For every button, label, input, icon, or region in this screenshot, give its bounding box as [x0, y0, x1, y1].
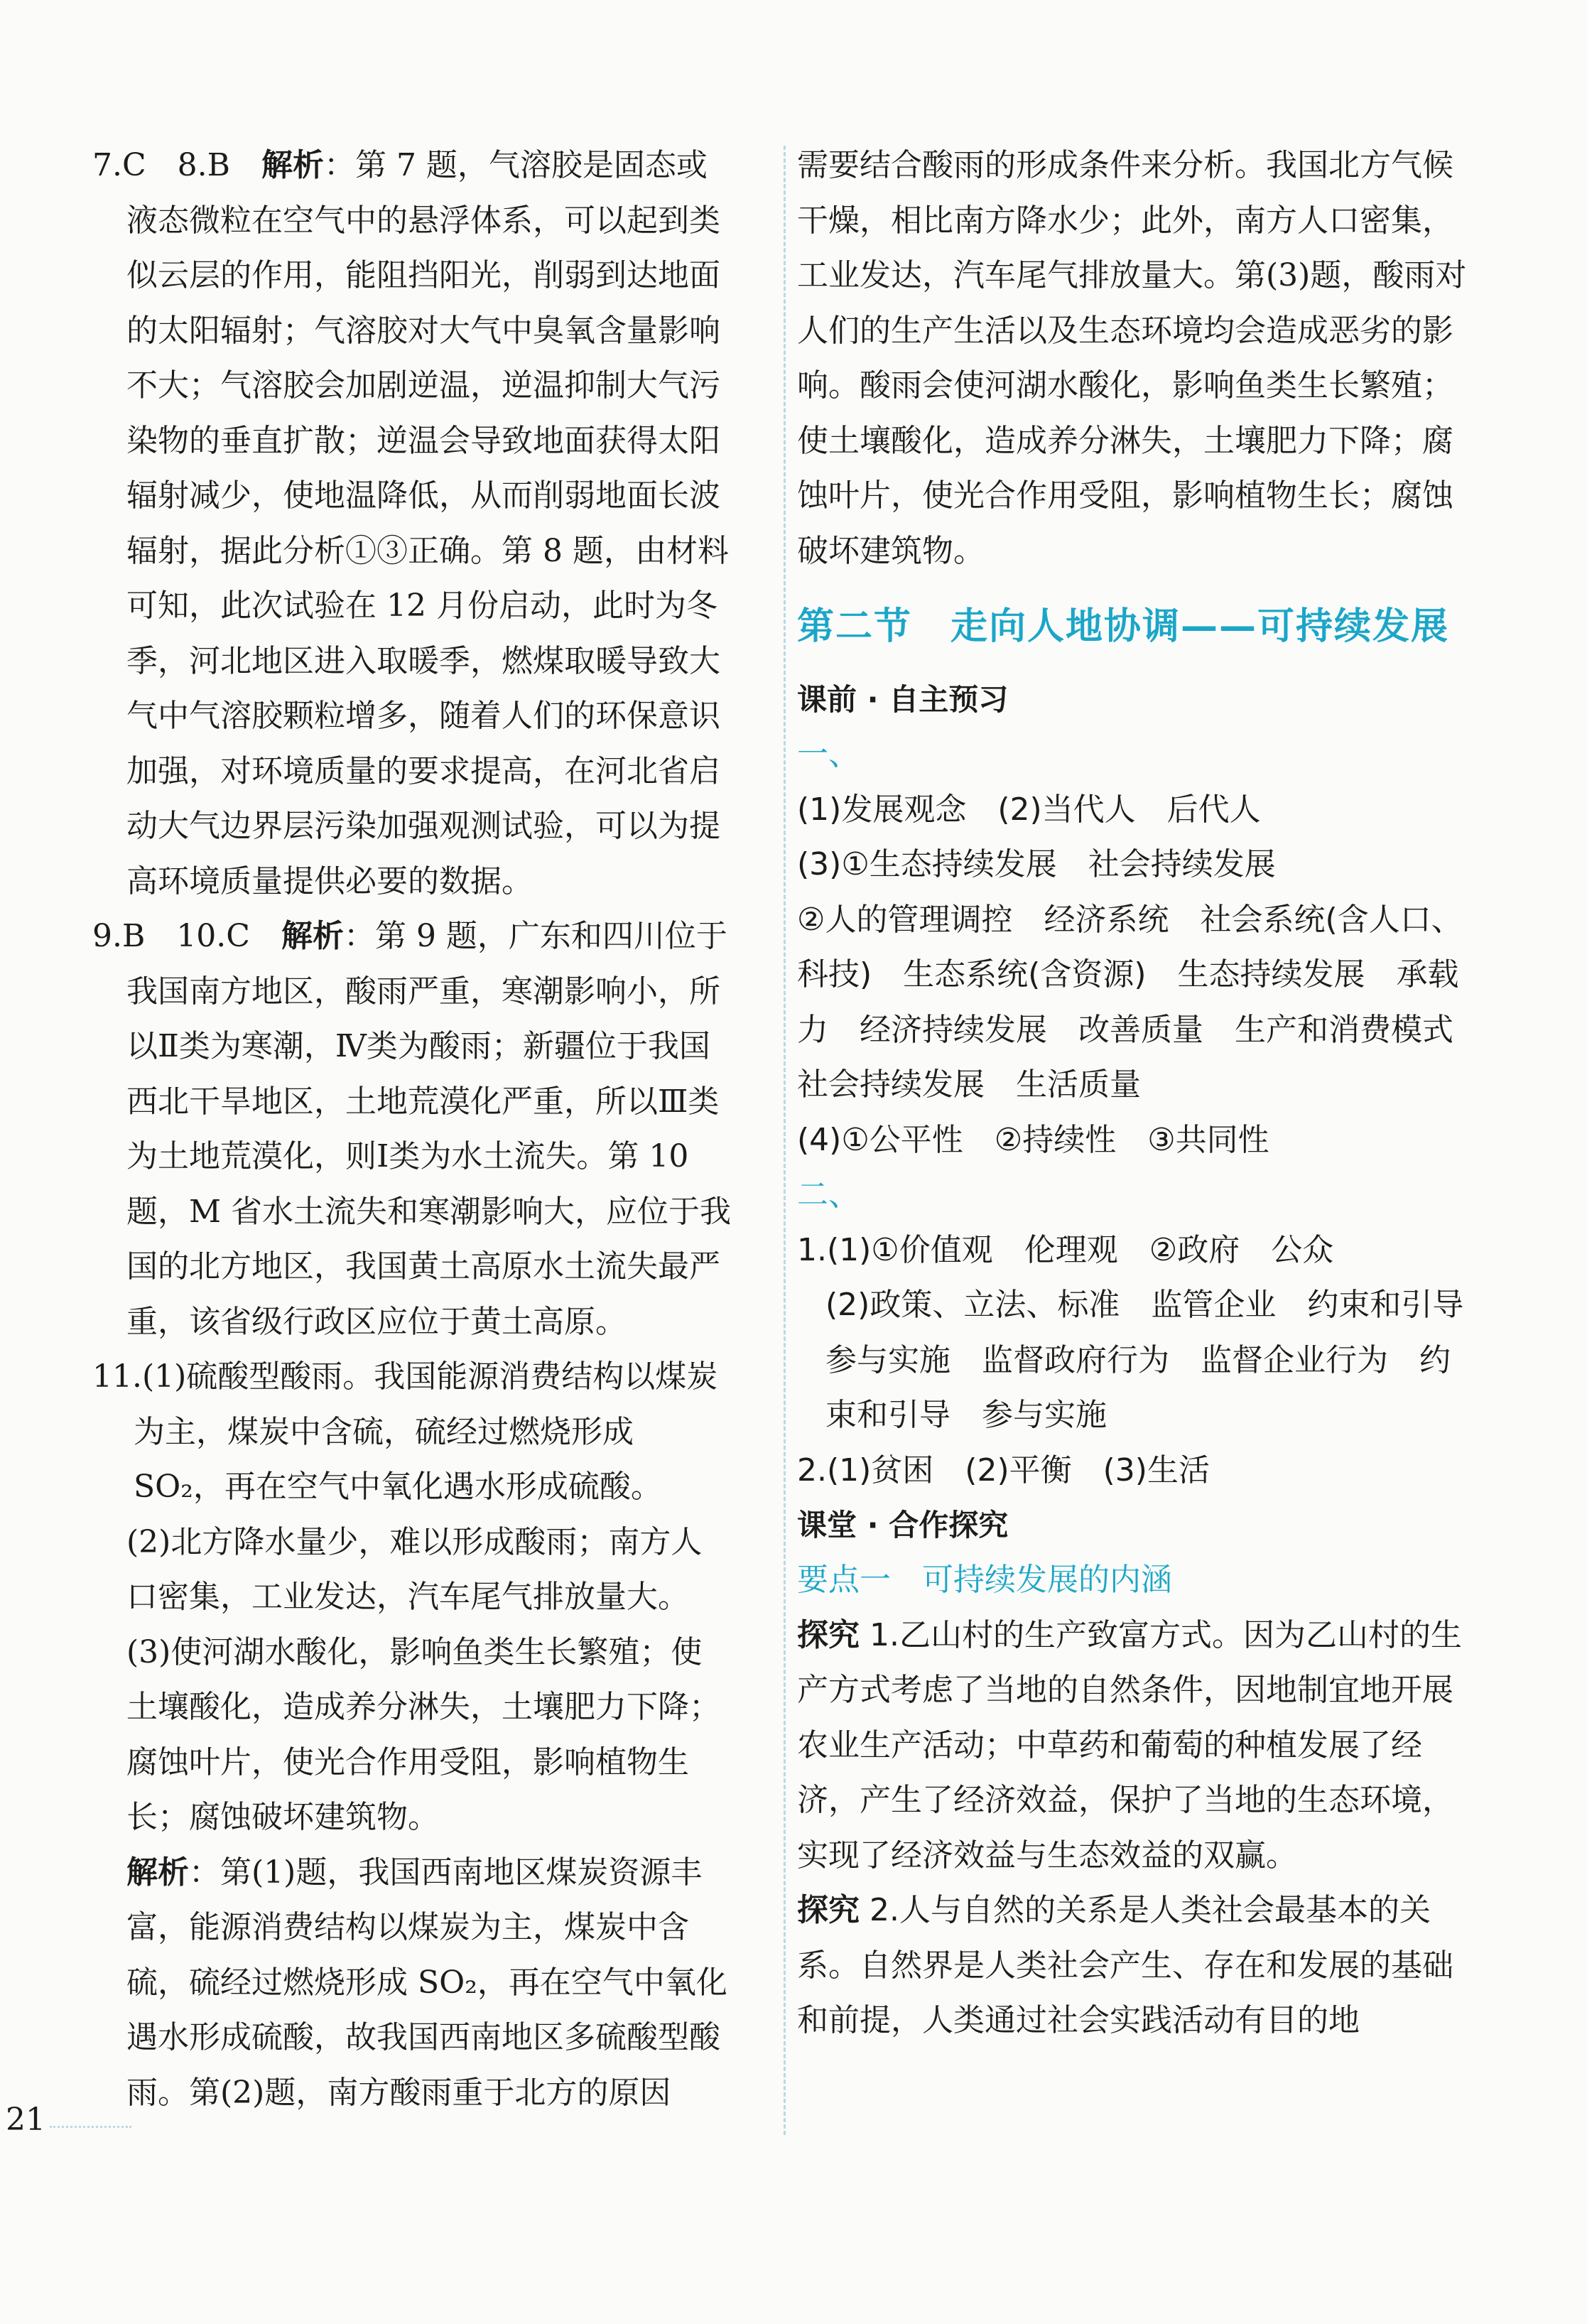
explore-2: 探究 2.人与自然的关系是人类社会最基本的关系。自然界是人类社会产生、存在和发展的基础和前提，人类通过社会实践活动有目的地	[797, 1892, 1453, 2038]
answer-line: (3)①生态持续发展 社会持续发展	[797, 846, 1276, 882]
page-number-rule	[50, 2126, 131, 2128]
analysis-label: 解析	[281, 918, 344, 954]
answer-q11-3: (3)使河湖水酸化，影响鱼类生长繁殖；使土壤酸化，造成养分淋失，土壤肥力下降；腐蚀叶片，使光合作用受阻，影响植物生长；腐蚀破坏建筑物。	[126, 1633, 720, 1835]
answer-line: 1.(1)①价值观 伦理观 ②政府 公众	[797, 1231, 1334, 1268]
answer-line: (2)政策、立法、标准 监管企业 约束和引导 参与实施 监督政府行为 监督企业行为 约束和引导 参与实施	[825, 1287, 1495, 1433]
explore-label: 探究	[797, 1616, 860, 1653]
answer-q7-8: 7.C 8.B 解析：第 7 题，气溶胶是固态或液态微粒在空气中的悬浮体系，可以起到类似云层的作用，能阻挡阳光，削弱到达地面的太阳辐射；气溶胶对大气中臭氧含量影响不大；气溶胶会加剧逆温，逆温抑制大气污染物的垂直扩散；逆温会导致地面获得太阳辐射减少，使地温降低，从而削弱地面长波辐射，据此分析①③正确。第 8 题，由材料可知，此次试验在 12 月份启动，此时为冬季，河北地区进入取暖季，燃煤取暖导致大气中气溶胶颗粒增多，随着人们的环保意识加强，对环境质量的要求提高，在河北省启动大气边界层污染加强观测试验，可以为提高环境质量提供必要的数据。	[92, 147, 729, 899]
section-title: 第二节 走向人地协调——可持续发展	[797, 605, 1450, 648]
answer-line: 2.(1)贫困 (2)平衡 (3)生活	[797, 1452, 1210, 1488]
part1-answers	[797, 782, 1485, 1168]
page-number: 21	[6, 2102, 45, 2138]
key-point-title: 要点一 可持续发展的内涵	[797, 1562, 1172, 1598]
left-column	[92, 138, 732, 2120]
class-heading: 课堂 · 合作探究	[797, 1508, 1009, 1542]
part2-answers	[797, 1223, 1495, 1498]
answer-line: (4)①公平性 ②持续性 ③共同性	[797, 1121, 1269, 1158]
analysis-continuation: 需要结合酸雨的形成条件来分析。我国北方气候干燥，相比南方降水少；此外，南方人口密集，工业发达，汽车尾气排放量大。第(3)题，酸雨对人们的生产生活以及生态环境均会造成恶劣的影响。酸雨会使河湖水酸化，影响鱼类生长繁殖；使土壤酸化，造成养分淋失，土壤肥力下降；腐蚀叶片，使光合作用受阻，影响植物生长；腐蚀破坏建筑物。	[797, 147, 1467, 569]
explore-1: 探究 1.乙山村的生产致富方式。因为乙山村的生产方式考虑了当地的自然条件，因地制宜地开展农业生产活动；中草药和葡萄的种植发展了经济，产生了经济效益，保护了当地的生态环境，实现了经济效益与生态效益的双赢。	[797, 1616, 1462, 1874]
answer-q11-2: (2)北方降水量少，难以形成酸雨；南方人口密集，工业发达，汽车尾气排放量大。	[126, 1523, 703, 1615]
column-divider	[784, 146, 786, 2135]
right-column	[797, 138, 1495, 2048]
analysis-label: 解析	[126, 1854, 189, 1891]
answer-q11-1: 11.(1)硫酸型酸雨。我国能源消费结构以煤炭为主，煤炭中含硫，硫经过燃烧形成 SO₂，再在空气中氧化遇水形成硫酸。	[92, 1358, 718, 1505]
part1-marker: 一、	[797, 736, 860, 772]
answer-line: ②人的管理调控 经济系统 社会系统(含人口、科技) 生态系统(含资源) 生态持续发展 承载力 经济持续发展 改善质量 生产和消费模式 社会持续发展 生活质量	[797, 901, 1485, 1103]
preview-heading: 课前 · 自主预习	[797, 682, 1009, 717]
answer-line: (1)发展观念 (2)当代人 后代人	[797, 791, 1261, 828]
answer-q9-10: 9.B 10.C 解析：第 9 题，广东和四川位于我国南方地区，酸雨严重，寒潮影响小，所以Ⅱ类为寒潮，Ⅳ类为酸雨；新疆位于我国西北干旱地区，土地荒漠化严重，所以Ⅲ类为土地荒漠化，则Ⅰ类为水土流失。第 10 题，M 省水土流失和寒潮影响大，应位于我国的北方地区，我国黄土高原水土流失最严重，该省级行政区应位于黄土高原。	[92, 918, 732, 1340]
explore-label: 探究	[797, 1892, 860, 1928]
part2-marker: 二、	[797, 1177, 860, 1213]
analysis-label: 解析	[261, 147, 324, 183]
analysis-q11: 解析：第(1)题，我国西南地区煤炭资源丰富，能源消费结构以煤炭为主，煤炭中含硫，硫经过燃烧形成 SO₂，再在空气中氧化遇水形成硫酸，故我国西南地区多硫酸型酸雨。第(2)题，南方酸雨重于北方的原因	[126, 1854, 727, 2111]
